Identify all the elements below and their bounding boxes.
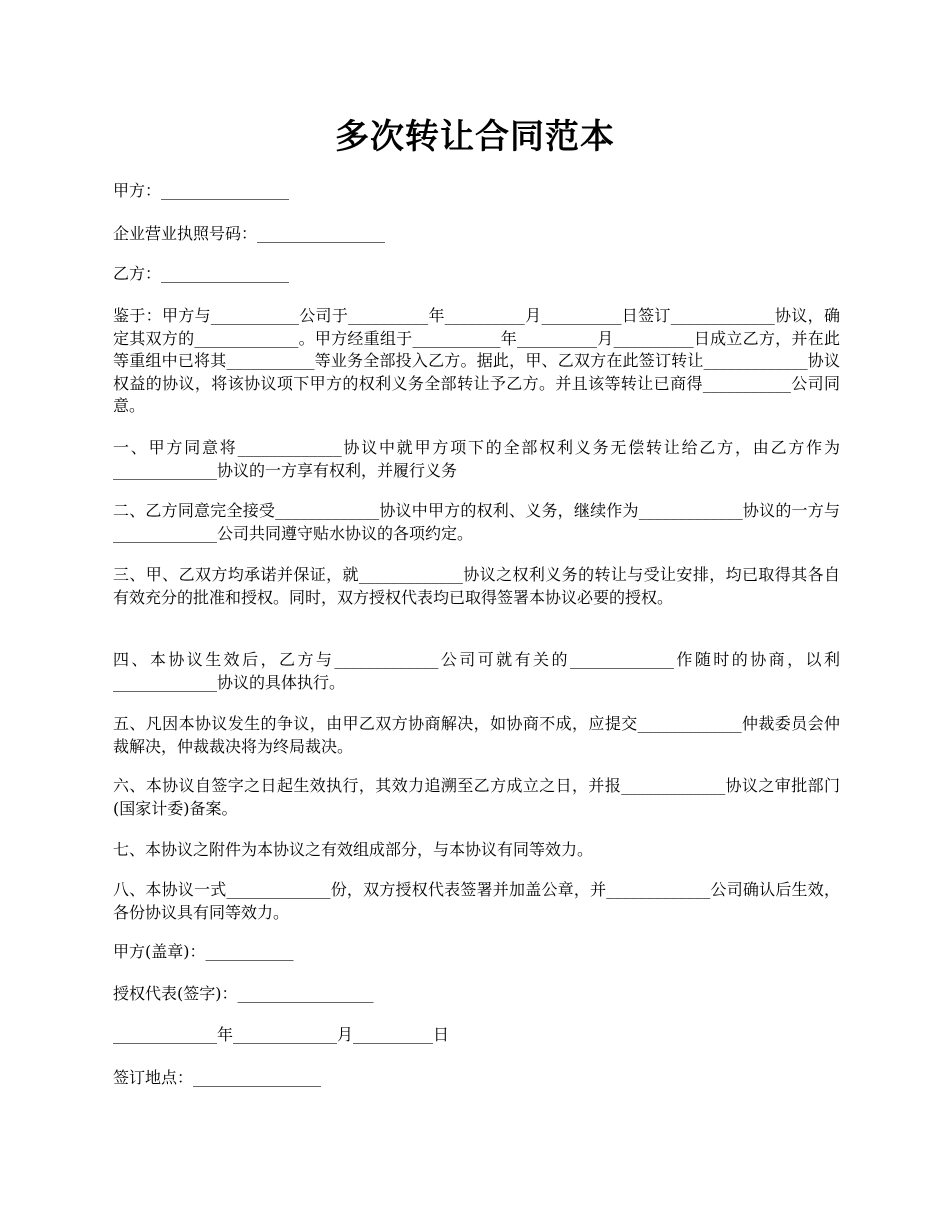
whereas-paragraph: 鉴于：甲方与___________公司于__________年__________月__________日签订_____________协议，确定其双方的_____________。甲方经重组于___________年__________月__________日成立乙方，并在此等重组中已将其___________等业务全部投入乙方。据此，甲、乙双方在此签订转让_____________协议权益的协议，将该协议项下甲方的权利义务全部转让予乙方。并且该等转让已商得___________公司同意。 [113,306,840,415]
signing-date-line: _____________年_____________月__________日 [113,1025,450,1044]
business-license-line: 企业营业执照号码：________________ [113,224,386,243]
clause-4: 四、本协议生效后，乙方与_____________公司可就有关的_____________作随时的协商，以利_____________协议的具体执行。 [113,650,840,692]
party-b-line: 乙方：________________ [113,264,290,283]
signing-place-line: 签订地点：________________ [113,1068,322,1087]
clause-2: 二、乙方同意完全接受_____________协议中甲方的权利、义务，继续作为_____________协议的一方与_____________公司共同遵守贴水协议的各项约定。 [113,501,840,543]
party-a-line: 甲方：________________ [113,181,290,200]
clause-8: 八、本协议一式_____________份，双方授权代表签署并加盖公章，并_____________公司确认后生效，各份协议具有同等效力。 [113,880,840,922]
party-a-seal-line: 甲方(盖章)：___________ [113,942,294,961]
document-title: 多次转让合同范本 [335,117,615,157]
clause-7: 七、本协议之附件为本协议之有效组成部分，与本协议有同等效力。 [113,840,594,859]
clause-1: 一、甲方同意将_____________协议中就甲方项下的全部权利义务无偿转让给乙方，由乙方作为_____________协议的一方享有权利，并履行义务 [113,438,840,480]
clause-6: 六、本协议自签字之日起生效执行，其效力追溯至乙方成立之日，并报_____________协议之审批部门(国家计委)备案。 [113,776,840,818]
clause-3: 三、甲、乙双方均承诺并保证，就_____________协议之权利义务的转让与受让安排，均已取得其各自有效充分的批准和授权。同时，双方授权代表均已取得签署本协议必要的授权。 [113,565,840,607]
authorized-rep-signature-line: 授权代表(签字)：_________________ [113,984,374,1003]
clause-5: 五、凡因本协议发生的争议，由甲乙双方协商解决，如协商不成，应提交_____________仲裁委员会仲裁解决，仲裁裁决将为终局裁决。 [113,714,840,756]
